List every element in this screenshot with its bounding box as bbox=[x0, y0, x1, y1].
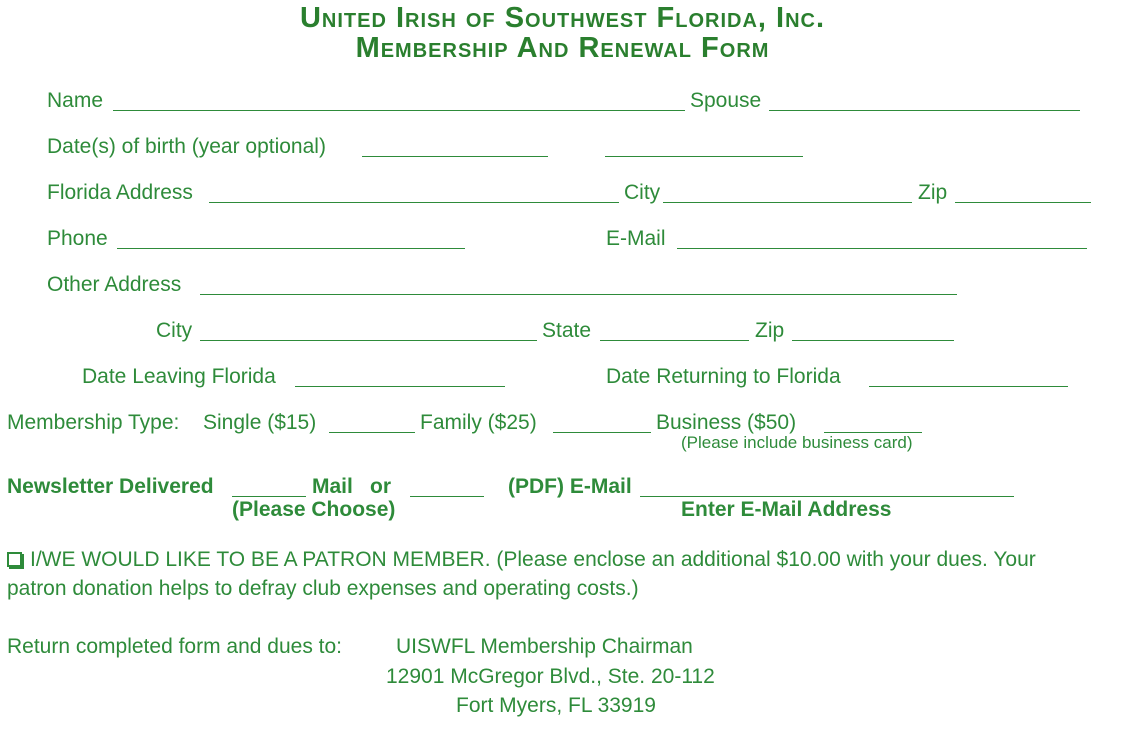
newsletter-label: Newsletter Delivered bbox=[7, 475, 214, 498]
return-recipient: UISWFL Membership Chairman bbox=[396, 635, 693, 658]
dob-field-1[interactable] bbox=[362, 156, 548, 157]
date-returning-label: Date Returning to Florida bbox=[606, 365, 841, 388]
patron-line-1 bbox=[7, 548, 1036, 572]
zip-field[interactable] bbox=[955, 202, 1091, 203]
org-title: United Irish of Southwest Florida, Inc. bbox=[299, 2, 826, 34]
business-option-label: Business ($50) bbox=[656, 411, 797, 434]
other-address-field[interactable] bbox=[200, 294, 957, 295]
date-leaving-field[interactable] bbox=[295, 386, 505, 387]
date-returning-field[interactable] bbox=[869, 386, 1068, 387]
phone-label: Phone bbox=[47, 227, 108, 250]
zip-label: Zip bbox=[918, 181, 948, 204]
patron-checkbox[interactable] bbox=[7, 552, 22, 567]
return-label: Return completed form and dues to: bbox=[7, 635, 343, 658]
single-option-label: Single ($15) bbox=[203, 411, 317, 434]
other-city-label: City bbox=[156, 319, 193, 342]
spouse-field[interactable] bbox=[769, 110, 1080, 111]
other-zip-field[interactable] bbox=[792, 340, 954, 341]
family-option-label: Family ($25) bbox=[420, 411, 537, 434]
newsletter-mail-label: Mail bbox=[312, 475, 353, 498]
newsletter-or-label: or bbox=[370, 475, 391, 498]
city-field[interactable] bbox=[663, 202, 912, 203]
name-field[interactable] bbox=[113, 110, 685, 111]
return-city-state-zip: Fort Myers, FL 33919 bbox=[456, 694, 656, 717]
patron-line-2: patron donation helps to defray club expenses and operating costs.) bbox=[7, 577, 639, 600]
newsletter-pdf-email-label: (PDF) E-Mail bbox=[508, 475, 632, 498]
other-city-field[interactable] bbox=[200, 340, 537, 341]
dob-label: Date(s) of birth (year optional) bbox=[47, 135, 326, 158]
enter-email-note: Enter E-Mail Address bbox=[681, 498, 892, 521]
newsletter-mail-field[interactable] bbox=[232, 496, 306, 497]
other-address-label: Other Address bbox=[47, 273, 182, 296]
date-leaving-label: Date Leaving Florida bbox=[82, 365, 276, 388]
dob-field-2[interactable] bbox=[605, 156, 803, 157]
city-label: City bbox=[624, 181, 661, 204]
state-label: State bbox=[542, 319, 592, 342]
email-field[interactable] bbox=[677, 248, 1087, 249]
newsletter-email-field[interactable] bbox=[640, 496, 1014, 497]
spouse-label: Spouse bbox=[690, 89, 762, 112]
patron-text-1: I/WE WOULD LIKE TO BE A PATRON MEMBER. (Please enclose an additional $10.00 with your dues. Your bbox=[30, 548, 1036, 571]
business-note: (Please include business card) bbox=[681, 433, 913, 452]
other-zip-label: Zip bbox=[755, 319, 785, 342]
form-title: Membership And Renewal Form bbox=[355, 32, 770, 64]
name-label: Name bbox=[47, 89, 104, 112]
newsletter-pdf-field[interactable] bbox=[410, 496, 484, 497]
email-label: E-Mail bbox=[606, 227, 666, 250]
family-option-field[interactable] bbox=[553, 432, 651, 433]
florida-address-label: Florida Address bbox=[47, 181, 193, 204]
return-street: 12901 McGregor Blvd., Ste. 20-112 bbox=[386, 665, 715, 688]
membership-type-label: Membership Type: bbox=[7, 411, 180, 434]
please-choose-note: (Please Choose) bbox=[232, 498, 396, 521]
state-field[interactable] bbox=[600, 340, 749, 341]
florida-address-field[interactable] bbox=[209, 202, 619, 203]
phone-field[interactable] bbox=[117, 248, 465, 249]
single-option-field[interactable] bbox=[329, 432, 415, 433]
